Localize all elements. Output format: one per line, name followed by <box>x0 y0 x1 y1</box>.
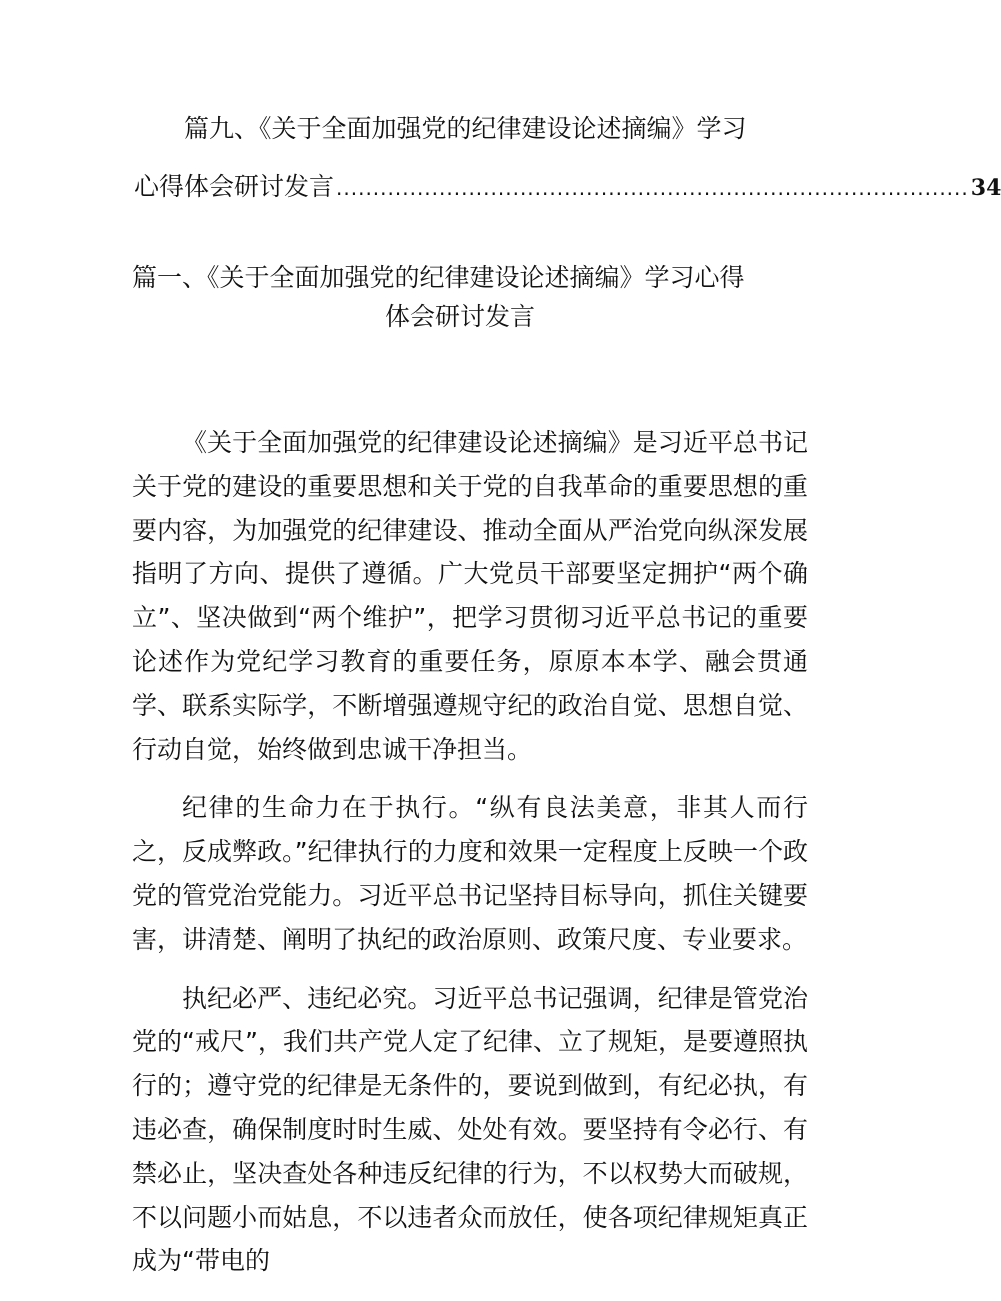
paragraph: 执纪必严、违纪必究。习近平总书记强调，纪律是管党治党的“戒尺”，我们共产党人定了纪律、立了规矩，是要遵照执行的；遵守党的纪律是无条件的，要说到做到，有纪必执，有违必查，确保制度时时生威、处处有效。要坚持有令必行、有禁必止，坚决查处各种违反纪律的行为，不以权势大而破规，不以问题小而姑息，不以违者众而放任，使各项纪律规矩真正成为“带电的 <box>132 983 808 1276</box>
paragraph: 《关于全面加强党的纪律建设论述摘编》是习近平总书记关于党的建设的重要思想和关于党的自我革命的重要思想的重要内容，为加强党的纪律建设、推动全面从严治党向纵深发展指明了方向、提供了遵循。广大党员干部要坚定拥护“两个确立”、坚决做到“两个维护”，把学习贯彻习近平总书记的重要论述作为党纪学习教育的重要任务，原原本本学、融会贯通学、联系实际学，不断增强遵规守纪的政治自觉、思想自觉、行动自觉，始终做到忠诚干净担当。 <box>132 428 808 764</box>
body-text <box>132 421 808 1298</box>
paragraph: 纪律的生命力在于执行。“纵有良法美意，非其人而行之，反成弊政。”纪律执行的力度和效果一定程度上反映一个政党的管党治党能力。习近平总书记坚持目标导向，抓住关键要害，讲清楚、阐明了执纪的政治原则、政策尺度、专业要求。 <box>132 793 808 954</box>
toc-entry-title-line1: 篇九、《关于全面加强党的纪律建设论述摘编》学习 <box>184 114 747 143</box>
toc-page-number: 34 <box>970 175 1001 201</box>
toc-entry-title-line2: 心得体会研讨发言 <box>134 172 335 201</box>
toc-entry-9[interactable] <box>134 114 1001 201</box>
section-heading-line1: 篇一、《关于全面加强党的纪律建设论述摘编》学习心得 <box>132 263 745 292</box>
toc-entry-title-line2-row <box>134 172 1001 203</box>
toc-leader-dots: ...................................................................................... <box>336 176 969 200</box>
section-heading-line2: 体会研讨发言 <box>384 302 535 331</box>
